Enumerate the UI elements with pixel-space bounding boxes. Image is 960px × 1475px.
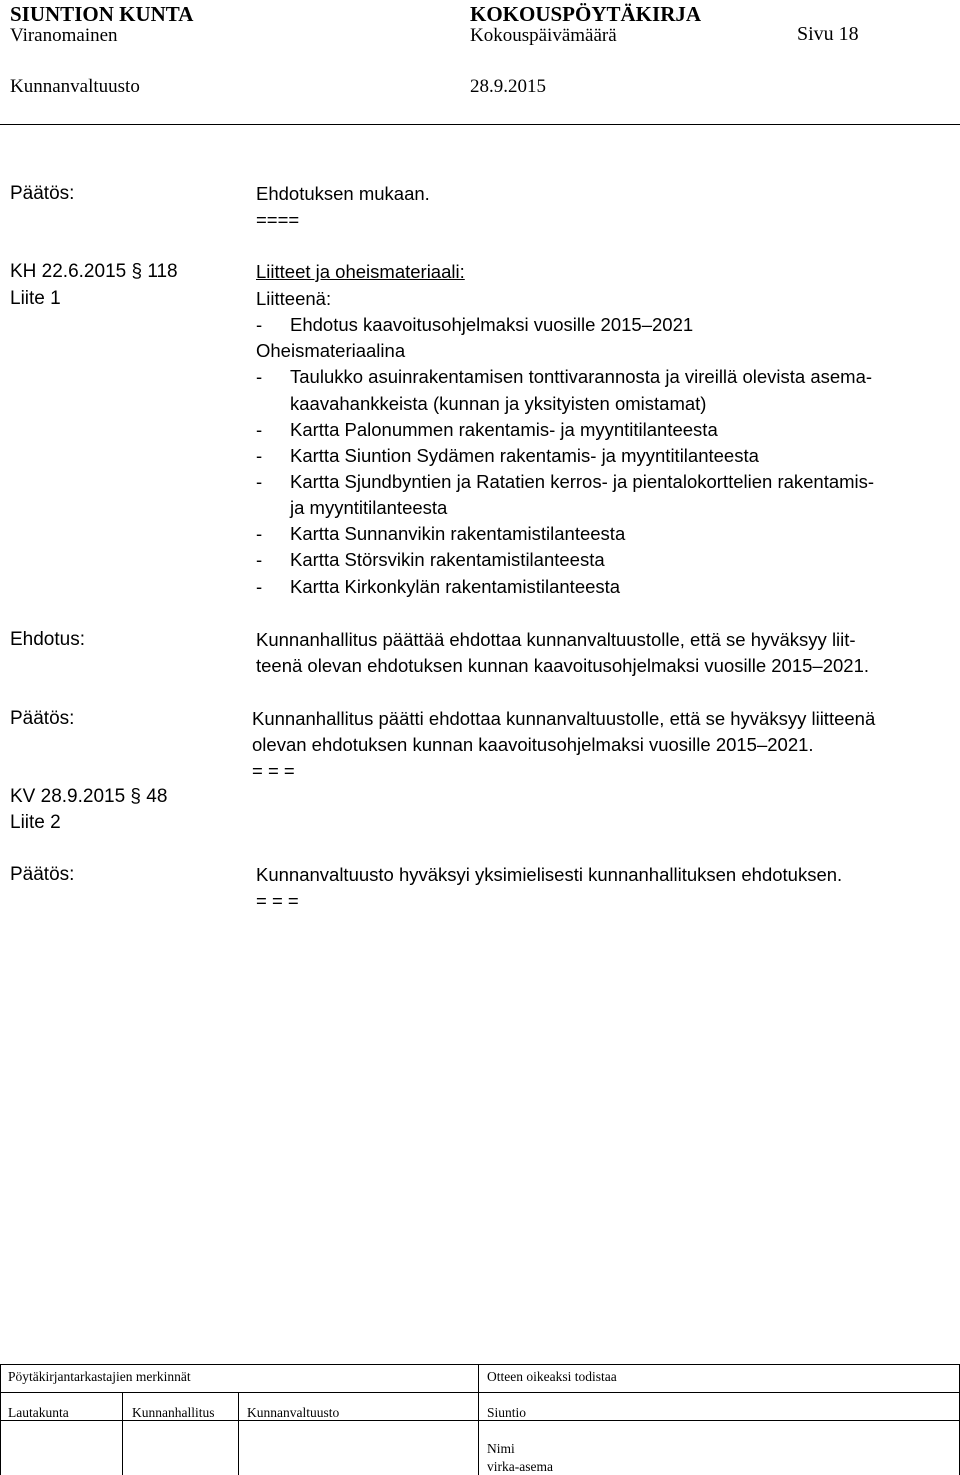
meeting-date-label: Kokouspäivämäärä <box>470 25 617 46</box>
header-divider <box>0 124 960 125</box>
authority-name: Kunnanvaltuusto <box>10 76 140 97</box>
footer-col-rule-2 <box>238 1392 239 1475</box>
list-dash: - <box>256 576 263 597</box>
separator-2: = = = <box>252 760 295 781</box>
material-item-text: Kartta Sunnanvikin rakentamistilanteesta <box>290 523 626 544</box>
list-dash: - <box>256 445 263 466</box>
footer-row-rule-1 <box>0 1392 960 1393</box>
list-dash: - <box>256 523 263 544</box>
material-item-text: Kartta Sjundbyntien ja Ratatien kerros- ja pientalokorttelien rakentamis- <box>290 471 875 492</box>
decision-label-3: Päätös: <box>10 864 75 885</box>
list-dash: - <box>256 419 263 440</box>
decision-text-1: Ehdotuksen mukaan. <box>256 183 430 204</box>
attachment-item <box>256 314 693 336</box>
material-item-text: Kartta Kirkonkylän rakentamistilanteesta <box>290 576 621 597</box>
kh-attachment-label: Liite 1 <box>10 288 61 309</box>
attachments-subheading: Liitteenä: <box>256 288 332 309</box>
material-item <box>256 445 759 467</box>
material-item-text: Kartta Palonummen rakentamis- ja myyntitilanteesta <box>290 419 718 440</box>
proposal-label: Ehdotus: <box>10 629 85 650</box>
material-item <box>256 576 620 598</box>
proposal-text-line-1: Kunnanhallitus päättää ehdottaa kunnanvaltuustolle, että se hyväksyy liit- <box>256 629 856 650</box>
list-dash: - <box>256 366 263 387</box>
material-item <box>256 549 605 571</box>
footer-place: Siuntio <box>487 1405 527 1420</box>
kv-attachment-label: Liite 2 <box>10 812 61 833</box>
material-item-continuation: kaavahankkeista (kunnan ja yksityisten omistamat) <box>290 393 707 414</box>
kv-reference: KV 28.9.2015 § 48 <box>10 786 168 807</box>
material-item <box>256 419 718 441</box>
authority-label: Viranomainen <box>10 25 118 46</box>
organization-name: SIUNTION KUNTA <box>10 2 194 26</box>
footer-col-municipal-board: Kunnanhallitus <box>132 1405 215 1420</box>
footer-position-label: virka-asema <box>487 1459 553 1474</box>
material-item-text: Kartta Störsvikin rakentamistilanteesta <box>290 549 605 570</box>
separator-3: = = = <box>256 890 299 911</box>
attachments-heading: Liitteet ja oheismateriaali: <box>256 261 465 282</box>
certified-copy-label: Otteen oikeaksi todistaa <box>487 1369 617 1384</box>
footer-col-rule-1 <box>122 1392 123 1475</box>
proposal-text-line-2: teenä olevan ehdotuksen kunnan kaavoitusohjelmaksi vuosille 2015–2021. <box>256 655 869 676</box>
page-number: Sivu 18 <box>797 23 859 45</box>
decision-label-1: Päätös: <box>10 183 75 204</box>
material-item <box>256 471 874 493</box>
attachment-item-text: Ehdotus kaavoitusohjelmaksi vuosille 2015–2021 <box>290 314 694 335</box>
footer-name-label: Nimi <box>487 1441 515 1456</box>
kh-reference: KH 22.6.2015 § 118 <box>10 261 178 282</box>
decision-text-2-line-1: Kunnanhallitus päätti ehdottaa kunnanvaltuustolle, että se hyväksyy liitteenä <box>252 708 876 729</box>
reviewers-notes-label: Pöytäkirjantarkastajien merkinnät <box>8 1369 191 1384</box>
footer-top-rule <box>0 1364 960 1365</box>
list-dash: - <box>256 471 263 492</box>
document-type: KOKOUSPÖYTÄKIRJA <box>470 2 702 26</box>
decision-label-2: Päätös: <box>10 708 75 729</box>
separator-1: ==== <box>256 209 300 230</box>
footer-col-board: Lautakunta <box>8 1405 69 1420</box>
list-dash: - <box>256 314 263 335</box>
supporting-material-subheading: Oheismateriaalina <box>256 340 406 361</box>
material-item <box>256 523 625 545</box>
material-item-text: Taulukko asuinrakentamisen tonttivarannosta ja vireillä olevista asema- <box>290 366 873 387</box>
decision-text-2-line-2: olevan ehdotuksen kunnan kaavoitusohjelmaksi vuosille 2015–2021. <box>252 734 814 755</box>
footer-col-council: Kunnanvaltuusto <box>247 1405 340 1420</box>
material-item-continuation: ja myyntitilanteesta <box>290 497 448 518</box>
material-item-text: Kartta Siuntion Sydämen rakentamis- ja myyntitilanteesta <box>290 445 759 466</box>
decision-text-3: Kunnanvaltuusto hyväksyi yksimielisesti kunnanhallituksen ehdotuksen. <box>256 864 843 885</box>
list-dash: - <box>256 549 263 570</box>
meeting-date: 28.9.2015 <box>470 76 546 97</box>
material-item <box>256 366 872 388</box>
